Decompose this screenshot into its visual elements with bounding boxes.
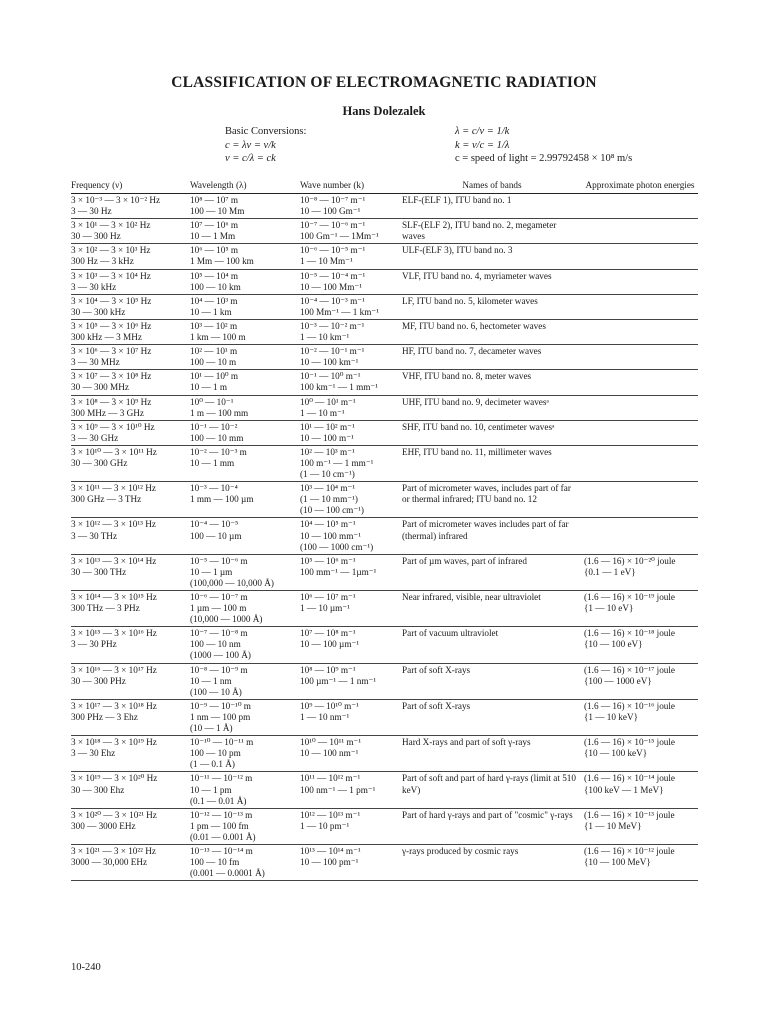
table-row xyxy=(71,244,698,269)
conversion-line: c = speed of light = 2.99792458 × 10⁸ m/s xyxy=(455,153,633,164)
table-row xyxy=(71,269,698,294)
cell-band-name: Part of vacuum ultraviolet xyxy=(402,627,584,663)
cell-wavenumber: 10⁴ — 10⁵ m⁻¹ 10 — 100 mm⁻¹ (100 — 1000 cm⁻¹) xyxy=(300,518,402,554)
header-bands: Names of bands xyxy=(402,180,584,194)
cell-wavenumber: 10⁵ — 10⁶ m⁻¹ 100 mm⁻¹ — 1µm⁻¹ xyxy=(300,554,402,590)
cell-wavelength: 10⁻⁴ — 10⁻⁵ 100 — 10 µm xyxy=(190,518,300,554)
cell-wavelength: 10⁻⁸ — 10⁻⁹ m 10 — 1 nm (100 — 10 Å) xyxy=(190,663,300,699)
cell-photon-energy xyxy=(584,319,698,344)
cell-wavelength: 10⁻¹⁰ — 10⁻¹¹ m 100 — 10 pm (1 — 0.1 Å) xyxy=(190,736,300,772)
conversion-line: k = ν/c = 1/λ xyxy=(455,139,510,151)
cell-frequency: 3 × 10³ — 3 × 10⁴ Hz 3 — 30 kHz xyxy=(71,269,190,294)
cell-wavenumber: 10⁰ — 10¹ m⁻¹ 1 — 10 m⁻¹ xyxy=(300,395,402,420)
cell-wavelength: 10⁻¹¹ — 10⁻¹² m 10 — 1 pm (0.1 — 0.01 Å) xyxy=(190,772,300,808)
cell-band-name: EHF, ITU band no. 11, millimeter waves xyxy=(402,445,584,481)
cell-wavelength: 10⁰ — 10⁻¹ 1 m — 100 mm xyxy=(190,395,300,420)
table-row xyxy=(71,554,698,590)
cell-band-name: Part of µm waves, part of infrared xyxy=(402,554,584,590)
cell-wavenumber: 10⁻³ — 10⁻² m⁻¹ 1 — 10 km⁻¹ xyxy=(300,319,402,344)
cell-band-name: ULF-(ELF 3), ITU band no. 3 xyxy=(402,244,584,269)
cell-wavenumber: 10³ — 10⁴ m⁻¹ (1 — 10 mm⁻¹) (10 — 100 cm⁻¹) xyxy=(300,482,402,518)
cell-band-name: HF, ITU band no. 7, decameter waves xyxy=(402,345,584,370)
cell-wavelength: 10¹ — 10⁰ m 10 — 1 m xyxy=(190,370,300,395)
basic-conversions xyxy=(225,125,306,166)
cell-band-name: Part of micrometer waves includes part of far (thermal) infrared xyxy=(402,518,584,554)
cell-frequency: 3 × 10² — 3 × 10³ Hz 300 Hz — 3 kHz xyxy=(71,244,190,269)
cell-frequency: 3 × 10¹² — 3 × 10¹³ Hz 3 — 30 THz xyxy=(71,518,190,554)
cell-wavelength: 10⁻¹ — 10⁻² 100 — 10 mm xyxy=(190,420,300,445)
cell-wavelength: 10² — 10¹ m 100 — 10 m xyxy=(190,345,300,370)
cell-wavelength: 10⁻² — 10⁻³ m 10 — 1 mm xyxy=(190,445,300,481)
cell-band-name: Part of soft and part of hard γ-rays (limit at 510 keV) xyxy=(402,772,584,808)
cell-photon-energy xyxy=(584,370,698,395)
table-row xyxy=(71,420,698,445)
conversion-line: Basic Conversions: xyxy=(225,126,307,137)
author-name: Hans Dolezalek xyxy=(342,104,426,118)
cell-wavenumber: 10⁻⁸ — 10⁻⁷ m⁻¹ 10 — 100 Gm⁻¹ xyxy=(300,194,402,219)
radiation-table xyxy=(71,180,698,881)
table-row xyxy=(71,844,698,880)
cell-frequency: 3 × 10²⁰ — 3 × 10²¹ Hz 300 — 3000 EHz xyxy=(71,808,190,844)
cell-photon-energy xyxy=(584,445,698,481)
table-row xyxy=(71,699,698,735)
table-row xyxy=(71,663,698,699)
cell-wavelength: 10⁶ — 10⁵ m 1 Mm — 100 km xyxy=(190,244,300,269)
cell-frequency: 3 × 10⁻³ — 3 × 10⁻² Hz 3 — 30 Hz xyxy=(71,194,190,219)
cell-photon-energy: (1.6 — 16) × 10⁻¹⁶ joule {1 — 10 keV} xyxy=(584,699,698,735)
table-row xyxy=(71,482,698,518)
cell-photon-energy: (1.6 — 16) × 10⁻¹⁹ joule {1 — 10 eV} xyxy=(584,591,698,627)
conversion-line: λ = c/ν = 1/k xyxy=(455,126,510,137)
cell-frequency: 3 × 10⁸ — 3 × 10⁹ Hz 300 MHz — 3 GHz xyxy=(71,395,190,420)
cell-wavelength: 10⁵ — 10⁴ m 100 — 10 km xyxy=(190,269,300,294)
cell-frequency: 3 × 10¹⁰ — 3 × 10¹¹ Hz 30 — 300 GHz xyxy=(71,445,190,481)
table-body xyxy=(71,194,698,881)
cell-frequency: 3 × 10⁶ — 3 × 10⁷ Hz 3 — 30 MHz xyxy=(71,345,190,370)
cell-wavelength: 10⁻¹² — 10⁻¹³ m 1 pm — 100 fm (0.01 — 0.001 Å) xyxy=(190,808,300,844)
cell-frequency: 3 × 10¹ — 3 × 10² Hz 30 — 300 Hz xyxy=(71,219,190,244)
cell-wavelength: 10⁷ — 10⁶ m 10 — 1 Mm xyxy=(190,219,300,244)
cell-photon-energy xyxy=(584,345,698,370)
cell-band-name: VHF, ITU band no. 8, meter waves xyxy=(402,370,584,395)
cell-frequency: 3 × 10¹³ — 3 × 10¹⁴ Hz 30 — 300 THz xyxy=(71,554,190,590)
table-row xyxy=(71,345,698,370)
table-row xyxy=(71,736,698,772)
table-row xyxy=(71,219,698,244)
cell-photon-energy xyxy=(584,244,698,269)
cell-wavelength: 10⁴ — 10³ m 10 — 1 km xyxy=(190,294,300,319)
table-row xyxy=(71,808,698,844)
cell-wavenumber: 10¹¹ — 10¹² m⁻¹ 100 nm⁻¹ — 1 pm⁻¹ xyxy=(300,772,402,808)
cell-band-name: Near infrared, visible, near ultraviolet xyxy=(402,591,584,627)
cell-photon-energy xyxy=(584,294,698,319)
cell-wavelength: 10⁻¹³ — 10⁻¹⁴ m 100 — 10 fm (0.001 — 0.0001 Å) xyxy=(190,844,300,880)
cell-band-name: ELF-(ELF 1), ITU band no. 1 xyxy=(402,194,584,219)
cell-wavelength: 10⁸ — 10⁷ m 100 — 10 Mm xyxy=(190,194,300,219)
cell-photon-energy xyxy=(584,518,698,554)
cell-wavenumber: 10⁻⁵ — 10⁻⁴ m⁻¹ 10 — 100 Mm⁻¹ xyxy=(300,269,402,294)
cell-wavelength: 10⁻⁹ — 10⁻¹⁰ m 1 nm — 100 pm (10 — 1 Å) xyxy=(190,699,300,735)
table-row xyxy=(71,370,698,395)
header-wavelength: Wavelength (λ) xyxy=(190,180,300,194)
cell-photon-energy xyxy=(584,395,698,420)
conversion-line: ν = c/λ = ck xyxy=(225,153,276,164)
cell-photon-energy: (1.6 — 16) × 10⁻¹⁷ joule {100 — 1000 eV} xyxy=(584,663,698,699)
cell-frequency: 3 × 10¹⁶ — 3 × 10¹⁷ Hz 30 — 300 PHz xyxy=(71,663,190,699)
cell-photon-energy: (1.6 — 16) × 10⁻¹³ joule {1 — 10 MeV} xyxy=(584,808,698,844)
cell-frequency: 3 × 10¹¹ — 3 × 10¹² Hz 300 GHz — 3 THz xyxy=(71,482,190,518)
cell-wavenumber: 10⁻² — 10⁻¹ m⁻¹ 10 — 100 km⁻¹ xyxy=(300,345,402,370)
cell-frequency: 3 × 10⁴ — 3 × 10⁵ Hz 30 — 300 kHz xyxy=(71,294,190,319)
cell-wavelength: 10⁻⁵ — 10⁻⁶ m 10 — 1 µm (100,000 — 10,000 Å) xyxy=(190,554,300,590)
header-frequency: Frequency (ν) xyxy=(71,180,190,194)
cell-photon-energy xyxy=(584,219,698,244)
cell-band-name: γ-rays produced by cosmic rays xyxy=(402,844,584,880)
cell-wavenumber: 10¹⁰ — 10¹¹ m⁻¹ 10 — 100 nm⁻¹ xyxy=(300,736,402,772)
cell-wavenumber: 10⁹ — 10¹⁰ m⁻¹ 1 — 10 nm⁻¹ xyxy=(300,699,402,735)
table-row xyxy=(71,518,698,554)
cell-wavenumber: 10⁻¹ — 10⁰ m⁻¹ 100 km⁻¹ — 1 mm⁻¹ xyxy=(300,370,402,395)
cell-band-name: UHF, ITU band no. 9, decimeter wavesᵃ xyxy=(402,395,584,420)
table-row xyxy=(71,319,698,344)
cell-wavenumber: 10⁸ — 10⁹ m⁻¹ 100 µm⁻¹ — 1 nm⁻¹ xyxy=(300,663,402,699)
cell-band-name: Part of hard γ-rays and part of "cosmic" γ-rays xyxy=(402,808,584,844)
table-row xyxy=(71,591,698,627)
cell-frequency: 3 × 10¹⁸ — 3 × 10¹⁹ Hz 3 — 30 Ehz xyxy=(71,736,190,772)
cell-photon-energy xyxy=(584,482,698,518)
header-wavenumber: Wave number (k) xyxy=(300,180,402,194)
table-row xyxy=(71,772,698,808)
header-energy: Approximate photon energies xyxy=(584,180,698,194)
table-row xyxy=(71,445,698,481)
page-number: 10-240 xyxy=(71,962,101,973)
cell-wavenumber: 10⁻⁴ — 10⁻³ m⁻¹ 100 Mm⁻¹ — 1 km⁻¹ xyxy=(300,294,402,319)
cell-band-name: SLF-(ELF 2), ITU band no. 2, megameter waves xyxy=(402,219,584,244)
cell-photon-energy: (1.6 — 16) × 10⁻¹² joule {10 — 100 MeV} xyxy=(584,844,698,880)
cell-photon-energy: (1.6 — 16) × 10⁻¹⁵ joule {10 — 100 keV} xyxy=(584,736,698,772)
cell-frequency: 3 × 10¹⁹ — 3 × 10²⁰ Hz 30 — 300 Ehz xyxy=(71,772,190,808)
table-row xyxy=(71,294,698,319)
conversion-formulas xyxy=(455,125,632,166)
cell-wavenumber: 10¹² — 10¹³ m⁻¹ 1 — 10 pm⁻¹ xyxy=(300,808,402,844)
cell-frequency: 3 × 10¹⁵ — 3 × 10¹⁶ Hz 3 — 30 PHz xyxy=(71,627,190,663)
conversion-line: c = λν = ν/k xyxy=(225,139,276,151)
cell-wavelength: 10⁻⁷ — 10⁻⁸ m 100 — 10 nm (1000 — 100 Å) xyxy=(190,627,300,663)
cell-photon-energy: (1.6 — 16) × 10⁻¹⁴ joule {100 keV — 1 MeV} xyxy=(584,772,698,808)
cell-wavenumber: 10⁷ — 10⁸ m⁻¹ 10 — 100 µm⁻¹ xyxy=(300,627,402,663)
page-title: CLASSIFICATION OF ELECTROMAGNETIC RADIATION xyxy=(171,74,597,91)
cell-photon-energy xyxy=(584,269,698,294)
cell-photon-energy xyxy=(584,194,698,219)
cell-wavenumber: 10¹³ — 10¹⁴ m⁻¹ 10 — 100 pm⁻¹ xyxy=(300,844,402,880)
cell-frequency: 3 × 10²¹ — 3 × 10²² Hz 3000 — 30,000 EHz xyxy=(71,844,190,880)
cell-frequency: 3 × 10¹⁴ — 3 × 10¹⁵ Hz 300 THz — 3 PHz xyxy=(71,591,190,627)
cell-wavenumber: 10² — 10³ m⁻¹ 100 m⁻¹ — 1 mm⁻¹ (1 — 10 cm⁻¹) xyxy=(300,445,402,481)
table-header-row xyxy=(71,180,698,194)
cell-wavenumber: 10¹ — 10² m⁻¹ 10 — 100 m⁻¹ xyxy=(300,420,402,445)
cell-wavelength: 10⁻⁶ — 10⁻⁷ m 1 µm — 100 m (10,000 — 1000 Å) xyxy=(190,591,300,627)
cell-photon-energy xyxy=(584,420,698,445)
cell-band-name: VLF, ITU band no. 4, myriameter waves xyxy=(402,269,584,294)
cell-frequency: 3 × 10⁵ — 3 × 10⁶ Hz 300 kHz — 3 MHz xyxy=(71,319,190,344)
cell-band-name: Part of soft X-rays xyxy=(402,699,584,735)
cell-band-name: Part of micrometer waves, includes part of far or thermal infrared; ITU band no. 12 xyxy=(402,482,584,518)
cell-band-name: Hard X-rays and part of soft γ-rays xyxy=(402,736,584,772)
table-row xyxy=(71,627,698,663)
cell-band-name: Part of soft X-rays xyxy=(402,663,584,699)
cell-photon-energy: (1.6 — 16) × 10⁻²⁰ joule {0.1 — 1 eV} xyxy=(584,554,698,590)
cell-band-name: MF, ITU band no. 6, hectometer waves xyxy=(402,319,584,344)
cell-frequency: 3 × 10¹⁷ — 3 × 10¹⁸ Hz 300 PHz — 3 Ehz xyxy=(71,699,190,735)
cell-wavenumber: 10⁶ — 10⁷ m⁻¹ 1 — 10 µm⁻¹ xyxy=(300,591,402,627)
cell-band-name: LF, ITU band no. 5, kilometer waves xyxy=(402,294,584,319)
cell-photon-energy: (1.6 — 16) × 10⁻¹⁸ joule {10 — 100 eV} xyxy=(584,627,698,663)
table-row xyxy=(71,194,698,219)
cell-wavelength: 10³ — 10² m 1 km — 100 m xyxy=(190,319,300,344)
cell-wavenumber: 10⁻⁷ — 10⁻⁶ m⁻¹ 100 Gm⁻¹ — 1Mm⁻¹ xyxy=(300,219,402,244)
cell-band-name: SHF, ITU band no. 10, centimeter wavesᵃ xyxy=(402,420,584,445)
cell-frequency: 3 × 10⁹ — 3 × 10¹⁰ Hz 3 — 30 GHz xyxy=(71,420,190,445)
table-row xyxy=(71,395,698,420)
cell-frequency: 3 × 10⁷ — 3 × 10⁸ Hz 30 — 300 MHz xyxy=(71,370,190,395)
cell-wavenumber: 10⁻⁶ — 10⁻⁵ m⁻¹ 1 — 10 Mm⁻¹ xyxy=(300,244,402,269)
cell-wavelength: 10⁻³ — 10⁻⁴ 1 mm — 100 µm xyxy=(190,482,300,518)
